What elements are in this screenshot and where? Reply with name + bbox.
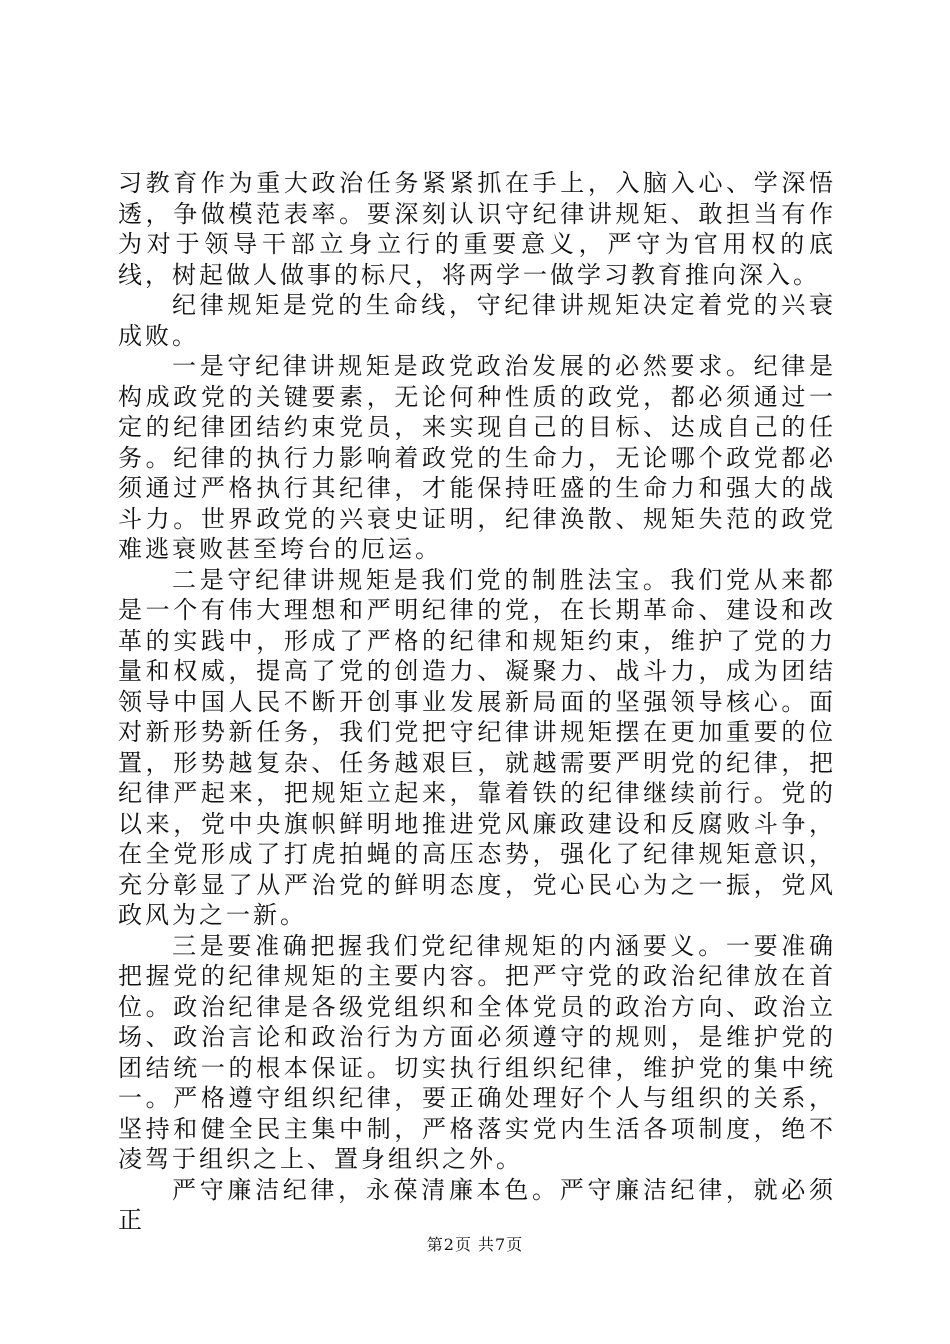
paragraph: 纪律规矩是党的生命线，守纪律讲规矩决定着党的兴衰成败。 xyxy=(118,291,836,350)
page-footer: 第2页 共7页 xyxy=(426,1235,524,1254)
paragraph: 三是要准确把握我们党纪律规矩的内涵要义。一要准确把握党的纪律规矩的主要内容。把严守党的政治纪律放在首位。政治纪律是各级党组织和全体党员的政治方向、政治立场、政治言论和政治行为方面必须遵守的规则，是维护党的团结统一的根本保证。切实执行组织纪律，维护党的集中统一。严格遵守组织纪律，要正确处理好个人与组织的关系，坚持和健全民主集中制，严格落实党内生活各项制度，绝不凌驾于组织之上、置身组织之外。 xyxy=(118,931,836,1173)
paragraph: 一是守纪律讲规矩是政党政治发展的必然要求。纪律是构成政党的关键要素，无论何种性质的政党，都必须通过一定的纪律团结约束党员，来实现自己的目标、达成自己的任务。纪律的执行力影响着政党的生命力，无论哪个政党都必须通过严格执行其纪律，才能保持旺盛的生命力和强大的战斗力。世界政党的兴衰史证明，纪律涣散、规矩失范的政党难逃衰败甚至垮台的厄运。 xyxy=(118,352,836,563)
paragraph: 二是守纪律讲规矩是我们党的制胜法宝。我们党从来都是一个有伟大理想和严明纪律的党，在长期革命、建设和改革的实践中，形成了严格的纪律和规矩约束，维护了党的力量和权威，提高了党的创造力、凝聚力、战斗力，成为团结领导中国人民不断开创事业发展新局面的坚强领导核心。面对新形势新任务，我们党把守纪律讲规矩摆在更加重要的位置，形势越复杂、任务越艰巨，就越需要严明党的纪律，把纪律严起来，把规矩立起来，靠着铁的纪律继续前行。党的以来，党中央旗帜鲜明地推进党风廉政建设和反腐败斗争，在全党形成了打虎拍蝇的高压态势，强化了纪律规矩意识，充分彰显了从严治党的鲜明态度，党心民心为之一振，党风政风为之一新。 xyxy=(118,565,836,929)
document-body xyxy=(118,168,836,1236)
paragraph: 习教育作为重大政治任务紧紧抓在手上，入脑入心、学深悟透，争做模范表率。要深刻认识守纪律讲规矩、敢担当有作为对于领导干部立身立行的重要意义，严守为官用权的底线，树起做人做事的标尺，将两学一做学习教育推向深入。 xyxy=(118,169,836,289)
paragraph: 严守廉洁纪律，永葆清廉本色。严守廉洁纪律，就必须正 xyxy=(118,1175,836,1234)
